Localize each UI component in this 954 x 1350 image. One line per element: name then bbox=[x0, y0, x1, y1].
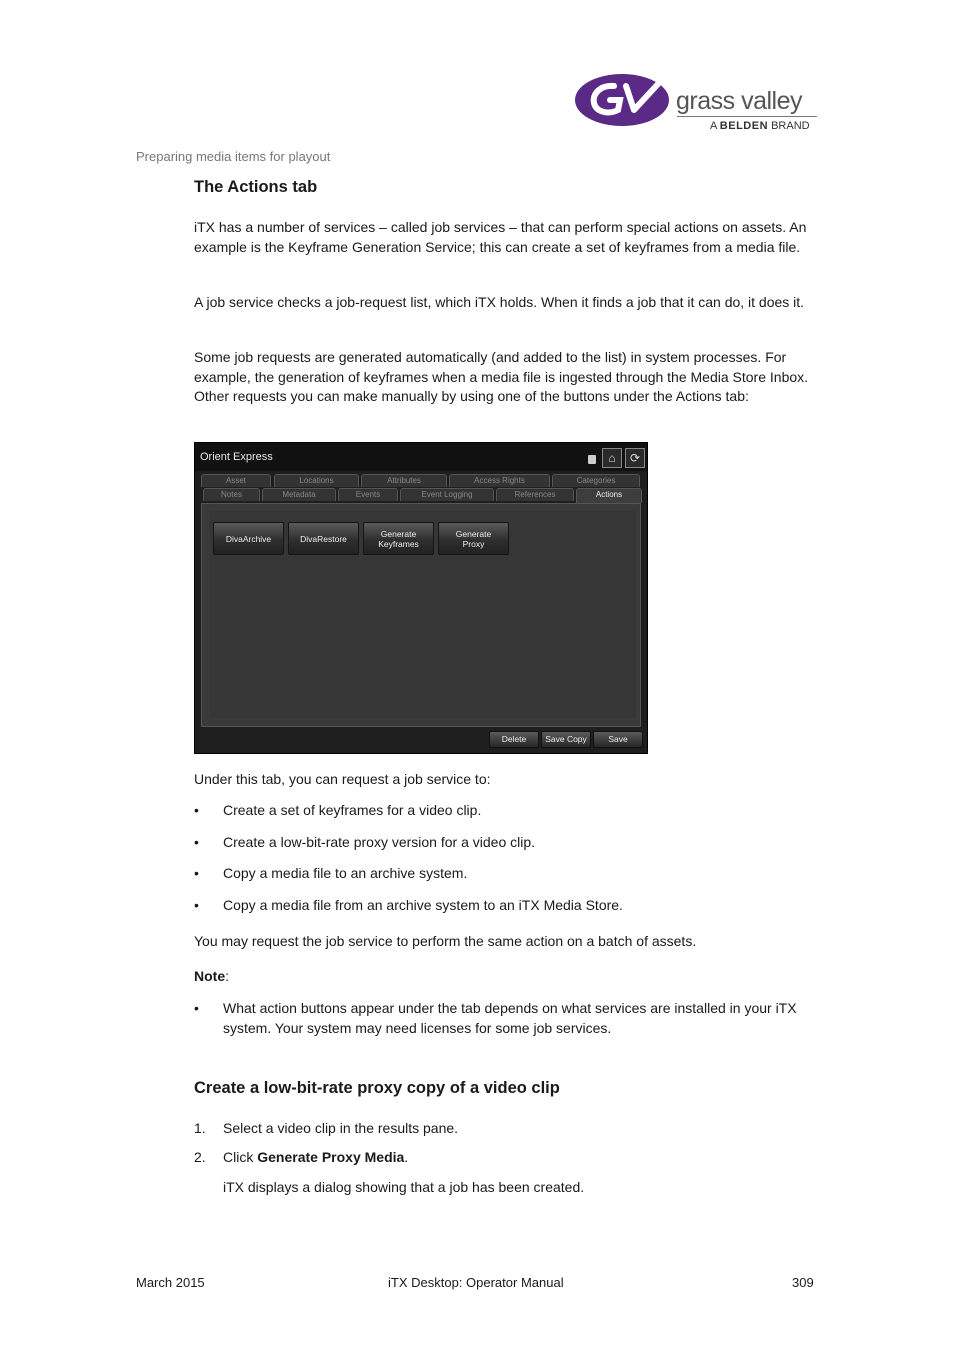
generate-proxy-line1: Generate bbox=[455, 528, 492, 539]
lock-icon bbox=[588, 455, 596, 464]
footer-date: March 2015 bbox=[136, 1275, 205, 1290]
note-heading bbox=[194, 967, 824, 987]
step-result: iTX displays a dialog showing that a job has been created. bbox=[223, 1179, 585, 1195]
home-lock-icon[interactable]: ⌂ bbox=[602, 448, 622, 468]
generate-keyframes-label bbox=[378, 529, 419, 549]
tab-metadata[interactable]: Metadata bbox=[262, 488, 336, 501]
generate-keyframes-line2: Keyframes bbox=[378, 538, 419, 549]
paragraph-batch: You may request the job service to perform the same action on a batch of assets. bbox=[194, 933, 697, 949]
running-title: Preparing media items for playout bbox=[136, 149, 331, 164]
logo-divider bbox=[677, 116, 817, 117]
note-text: What action buttons appear under the tab depends on what services are installed in your iTX system. Your system may need licenses for some job services. bbox=[223, 1000, 797, 1036]
note-label: Note bbox=[194, 968, 226, 984]
step-bold-command: Generate Proxy Media bbox=[257, 1149, 405, 1165]
note-colon: : bbox=[225, 968, 230, 984]
step-text: Select a video clip in the results pane. bbox=[223, 1120, 459, 1136]
logo-brand-prefix: A bbox=[710, 120, 717, 132]
bullet-icon: • bbox=[194, 834, 199, 850]
diva-archive-label: DivaArchive bbox=[225, 533, 272, 544]
bullet-icon: • bbox=[194, 865, 199, 881]
tab-categories[interactable]: Categories bbox=[552, 474, 640, 487]
tab-notes[interactable]: Notes bbox=[203, 488, 260, 501]
paragraph-job-services: iTX has a number of services – called job services – that can perform special actions on assets. An example is the Keyframe Generation Service; this can create a set of keyframes from a media file. bbox=[194, 219, 807, 255]
footer-manual-title: iTX Desktop: Operator Manual bbox=[388, 1275, 564, 1290]
tab-attributes[interactable]: Attributes bbox=[361, 474, 447, 487]
step-prefix: Click bbox=[223, 1149, 258, 1165]
logo-wordmark: grass valley bbox=[676, 87, 802, 115]
section-title-proxy-copy: Create a low-bit-rate proxy copy of a video clip bbox=[194, 1079, 560, 1097]
refresh-icon[interactable]: ⟳ bbox=[625, 448, 645, 468]
actions-panel bbox=[201, 503, 641, 727]
diva-restore-button[interactable] bbox=[288, 522, 359, 555]
step-text bbox=[223, 1148, 823, 1168]
save-button[interactable]: Save bbox=[593, 731, 643, 748]
window-title: Orient Express bbox=[200, 451, 273, 463]
tab-locations[interactable]: Locations bbox=[274, 474, 359, 487]
generate-keyframes-line1: Generate bbox=[380, 528, 417, 539]
bullet-icon: • bbox=[194, 802, 199, 818]
save-copy-button[interactable]: Save Copy bbox=[541, 731, 591, 748]
delete-button[interactable]: Delete bbox=[489, 731, 539, 748]
paragraph-job-request: A job service checks a job-request list, which iTX holds. When it finds a job that it can do, it does it. bbox=[194, 294, 805, 310]
tab-events[interactable]: Events bbox=[338, 488, 398, 501]
generate-proxy-label bbox=[456, 529, 491, 549]
window-titlebar bbox=[195, 443, 647, 471]
generate-proxy-button[interactable] bbox=[438, 522, 509, 555]
list-item-text: Create a low-bit-rate proxy version for a video clip. bbox=[223, 834, 536, 850]
actions-panel-inner bbox=[210, 511, 636, 718]
bullet-icon: • bbox=[194, 1000, 199, 1016]
bullet-icon: • bbox=[194, 897, 199, 913]
step-number: 2. bbox=[194, 1149, 206, 1165]
tab-asset[interactable]: Asset bbox=[201, 474, 271, 487]
tab-event-logging[interactable]: Event Logging bbox=[400, 488, 494, 501]
tab-actions[interactable]: Actions bbox=[576, 488, 642, 503]
footer-page-number: 309 bbox=[792, 1275, 814, 1290]
tab-references[interactable]: References bbox=[496, 488, 574, 501]
step-suffix: . bbox=[404, 1149, 409, 1165]
diva-archive-button[interactable] bbox=[213, 522, 284, 555]
list-item-text: Copy a media file from an archive system to an iTX Media Store. bbox=[223, 897, 623, 913]
orient-express-window bbox=[194, 442, 648, 754]
section-title-actions-tab: The Actions tab bbox=[194, 178, 318, 196]
logo-brand-suffix: BRAND bbox=[771, 120, 810, 132]
logo-brand bbox=[710, 120, 810, 132]
paragraph-automatic-requests: Some job requests are generated automatically (and added to the list) in system processes. For example, the generation of keyframes when a media file is ingested through the Media Store Inbox. Other requests you can make manually by using one of the buttons under the Actions tab: bbox=[194, 349, 809, 404]
tab-access-rights[interactable]: Access Rights bbox=[449, 474, 550, 487]
grass-valley-logo bbox=[574, 70, 820, 136]
list-item-text: Copy a media file to an archive system. bbox=[223, 865, 468, 881]
gv-emblem-icon bbox=[574, 72, 676, 130]
generate-keyframes-button[interactable] bbox=[363, 522, 434, 555]
diva-restore-label: DivaRestore bbox=[300, 533, 347, 544]
generate-proxy-line2: Proxy bbox=[462, 538, 485, 549]
step-number: 1. bbox=[194, 1120, 206, 1136]
logo-brand-name: BELDEN bbox=[719, 120, 769, 132]
paragraph-request-intro: Under this tab, you can request a job service to: bbox=[194, 771, 491, 787]
list-item-text: Create a set of keyframes for a video clip. bbox=[223, 802, 482, 818]
